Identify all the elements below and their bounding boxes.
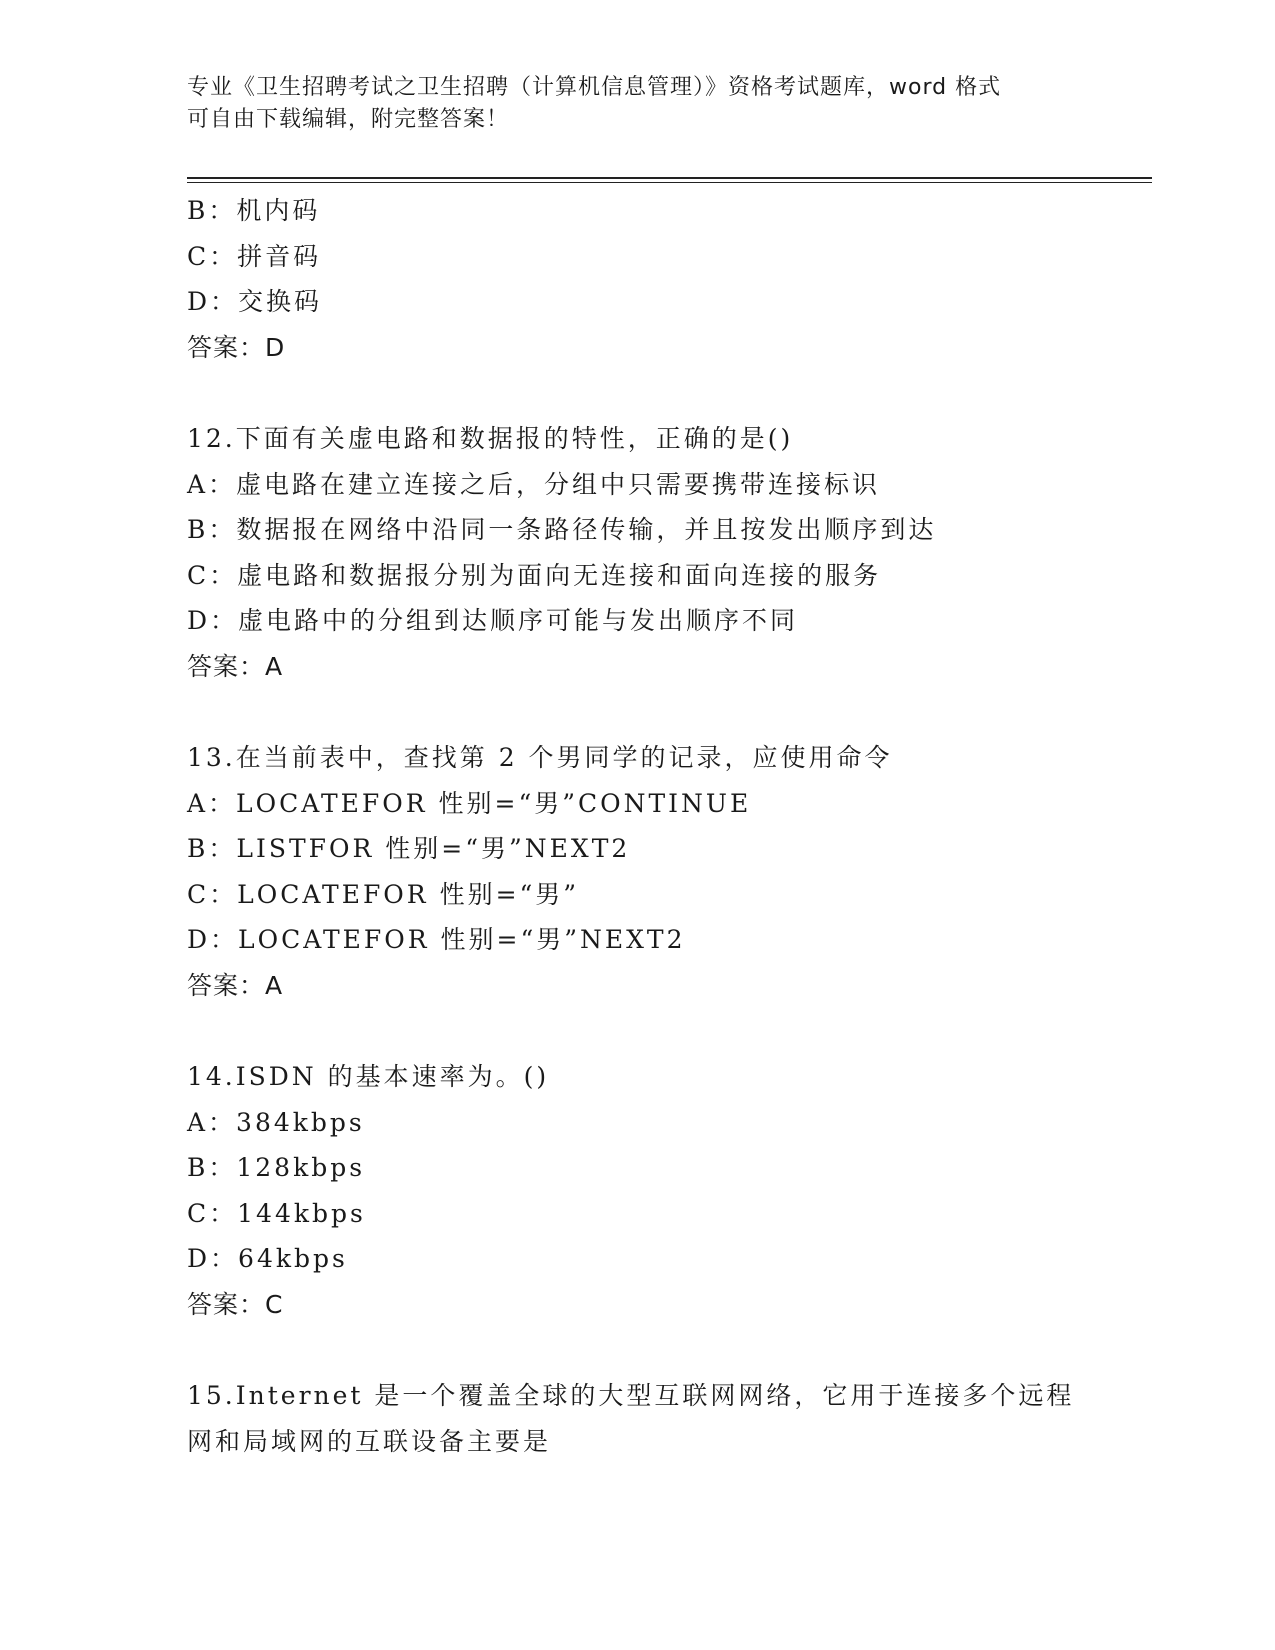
question-stem-line-1: 15.Internet 是一个覆盖全球的大型互联网网络，它用于连接多个远程 — [187, 1381, 1075, 1410]
option-d: D：交换码 — [187, 287, 323, 316]
option-b: B：数据报在网络中沿同一条路径传输，并且按发出顺序到达 — [187, 515, 937, 544]
option-a: A：虚电路在建立连接之后，分组中只需要携带连接标识 — [187, 469, 881, 499]
question-stem-line-2: 网和局域网的互联设备主要是 — [187, 1426, 552, 1456]
option-d: D：64kbps — [187, 1244, 348, 1273]
answer: 答案：D — [187, 332, 286, 362]
answer: 答案：C — [187, 1289, 284, 1319]
document-header — [187, 72, 1067, 136]
answer: 答案：A — [187, 970, 284, 1000]
option-d: D：LOCATEFOR 性别=“男”NEXT2 — [187, 925, 686, 954]
header-line-2: 可自由下载编辑，附完整答案！ — [187, 107, 510, 132]
question-stem: 12.下面有关虚电路和数据报的特性，正确的是() — [187, 424, 794, 453]
question-stem: 13.在当前表中，查找第 2 个男同学的记录，应使用命令 — [187, 743, 893, 772]
option-b: B：机内码 — [187, 196, 321, 225]
question-13 — [187, 735, 1152, 1008]
question-list — [187, 188, 1152, 1464]
option-c: C：144kbps — [187, 1198, 366, 1228]
option-b: B：128kbps — [187, 1153, 366, 1182]
question-stem: 14.ISDN 的基本速率为。() — [187, 1062, 550, 1091]
option-d: D：虚电路中的分组到达顺序可能与发出顺序不同 — [187, 606, 799, 635]
header-divider — [187, 177, 1152, 183]
option-c: C：拼音码 — [187, 241, 322, 271]
header-line-1: 专业《卫生招聘考试之卫生招聘（计算机信息管理）》资格考试题库，word 格式 — [187, 75, 1002, 100]
answer: 答案：A — [187, 651, 284, 681]
option-c: C：LOCATEFOR 性别=“男” — [187, 879, 580, 909]
option-b: B：LISTFOR 性别=“男”NEXT2 — [187, 834, 631, 863]
question-12 — [187, 416, 1152, 689]
question-14 — [187, 1054, 1152, 1327]
prev-question-block — [187, 188, 1152, 370]
option-c: C：虚电路和数据报分别为面向无连接和面向连接的服务 — [187, 560, 882, 590]
question-15 — [187, 1373, 1152, 1464]
option-a: A：384kbps — [187, 1107, 365, 1137]
option-a: A：LOCATEFOR 性别=“男”CONTINUE — [187, 788, 752, 818]
